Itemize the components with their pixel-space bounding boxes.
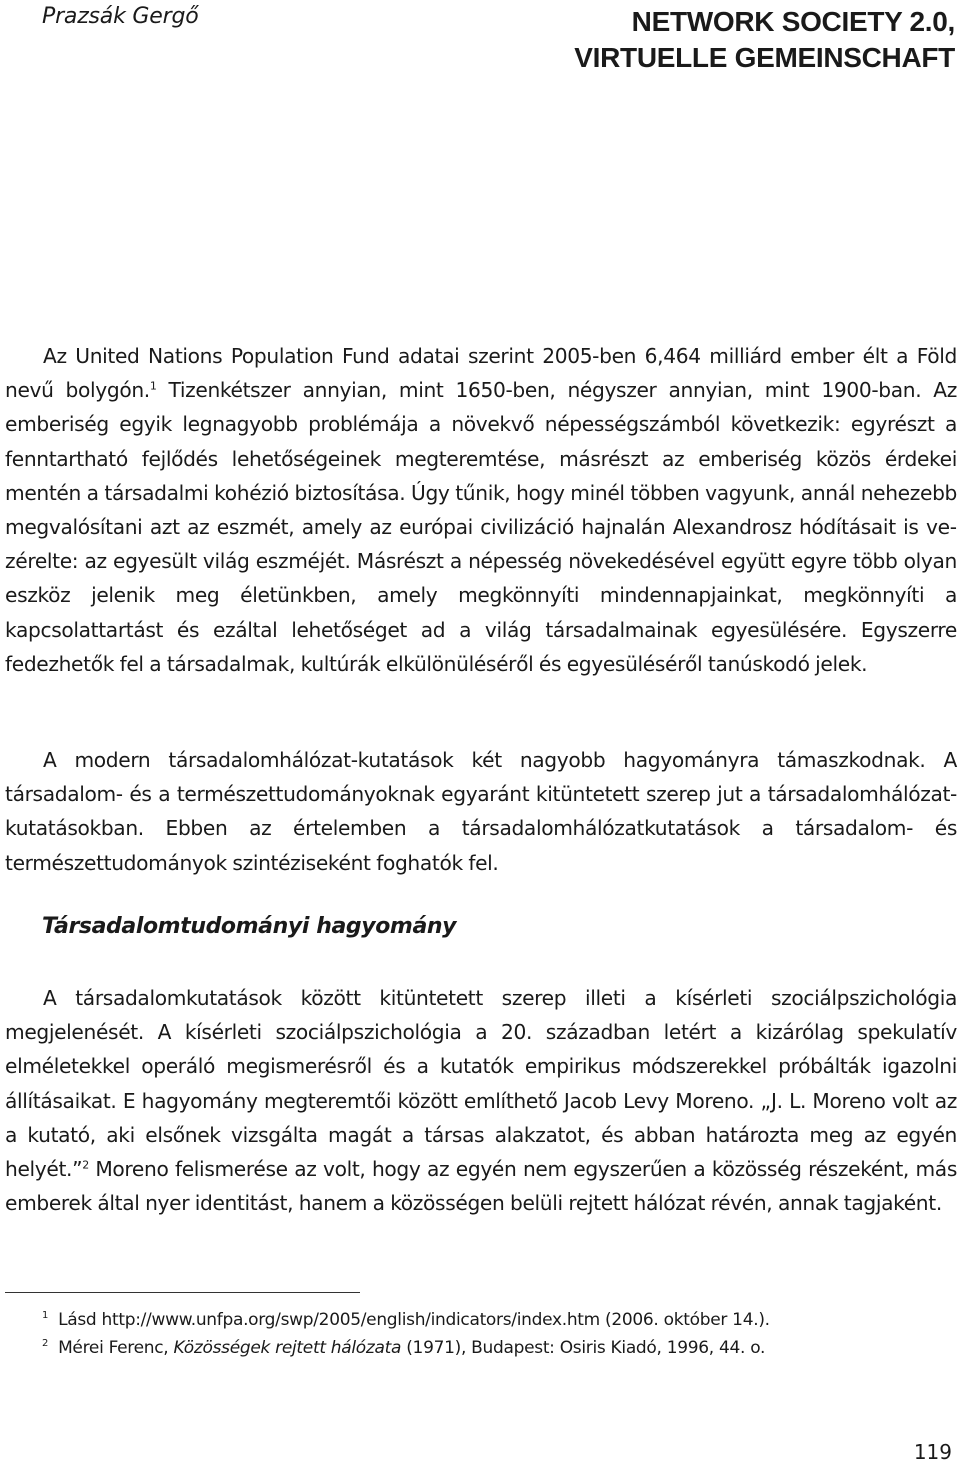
footnote-1-number: 1 <box>42 1310 49 1322</box>
footnote-divider <box>5 1292 360 1293</box>
paragraph-population-text-a: Az United Nations Population Fund adatai szerint 2005-ben 6,464 milliárd ember élt a Föld nevű bolygón. <box>5 344 957 403</box>
section-heading: Társadalomtudományi hagyomány <box>42 914 457 939</box>
paragraph-network-research: A modern társadalomhálózat-kutatások két nagyobb hagyományra támaszkodnak. A társadalom- és a természettudományoknak egyaránt kitüntetett szerep jut a társadalomhálózat-kutatásokban. Ebben az értelemben a társadalomhálózatkutatások a társadalom- és természettudományok szintéziseként foghatók fel. <box>5 748 957 875</box>
footnotes <box>42 1306 952 1362</box>
paragraph-population-text-b: Tizenkétszer annyian, mint 1650-ben, négyszer annyian, mint 1900-ban. Az emberiség egyik legnagyobb problémája a növekvő népességszámból következik: egyrészt a fenntartható fejlődés lehetőségeinek megteremtése, másrészt az emberiség közös érdekei mentén a társadalmi kohézió biztosítása. Úgy tűnik, hogy minél többen vagyunk, annál nehezebb megvalósítani azt az eszmét, amely az európai civilizáció hajnalán Alexandrosz hódításait is vezérelte: az egyesült világ eszméjét. Másrészt a népesség növekedésével együtt egyre több olyan eszköz jelenik meg életünkben, amely megkönnyíti mindennapjainkat, megkönnyíti a kapcsolattartást és ezáltal lehetőséget ad a világ társadalmainak egyesülésére. Egyszerre fedezhetők fel a társadalmak, kultúrák elkülönüléséről és egyesüléséről tanúskodó jelek. <box>5 378 957 676</box>
footnote-2-author: Mérei Ferenc, <box>58 1338 174 1358</box>
paragraph-social-science-text-b: Moreno felismerése az volt, hogy az egyén nem egyszerűen a közösség részeként, más emberek által nyer identitást, hanem a közösségen belüli rejtett hálózat révén, annak tagjaként. <box>5 1157 957 1216</box>
footnote-2-book-title: Közösségek rejtett hálózata <box>173 1338 402 1358</box>
footnote-1-text: Lásd http://www.unfpa.org/swp/2005/english/indicators/index.htm (2006. október 14.). <box>58 1310 770 1330</box>
author-name: Prazsák Gergő <box>42 4 199 29</box>
article-title-line-1: NETWORK SOCIETY 2.0, <box>631 6 955 37</box>
article-title <box>574 4 955 76</box>
footnote-2 <box>42 1334 952 1362</box>
footnote-ref-1: 1 <box>149 379 157 393</box>
footnote-ref-2: 2 <box>82 1158 89 1172</box>
footnote-2-number: 2 <box>42 1338 49 1350</box>
paragraph-social-science-text-a: A társadalomkutatások között kitüntetett szerep illeti a kísérleti szociálpszichológia megjelenését. A kísérleti szociálpszichológia a 20. században letért a kizárólag spekulatív elméletekkel operáló megismerésről és a kutatók empirikus módszerekkel próbálták igazolni állításaikat. E hagyomány megteremtői között említhető Jacob Levy Moreno. „J. L. Moreno volt az a kutató, aki elsőnek vizsgálta magát a társas alakzatot, és abban határozta meg az egyén helyét.” <box>5 986 957 1182</box>
page-number: 119 <box>913 1440 952 1464</box>
article-title-line-2: VIRTUELLE GEMEINSCHAFT <box>574 42 955 73</box>
paragraph-population <box>5 339 957 681</box>
paragraph-social-science <box>5 981 957 1220</box>
footnote-2-publication: (1971), Budapest: Osiris Kiadó, 1996, 44. o. <box>401 1338 766 1358</box>
footnote-1 <box>42 1306 952 1334</box>
